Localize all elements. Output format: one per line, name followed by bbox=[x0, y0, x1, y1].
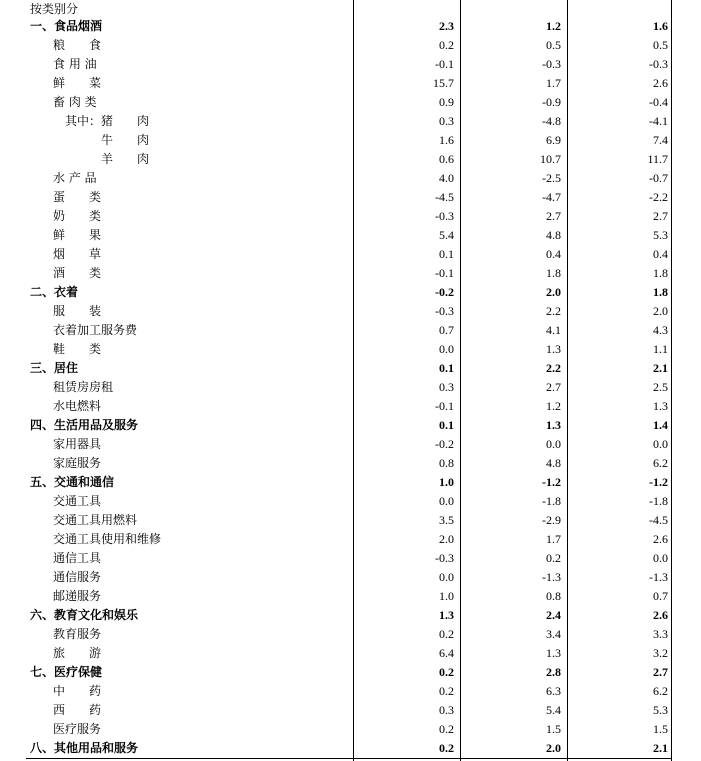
row-label: 家用器具 bbox=[53, 437, 102, 451]
value-cell-3: 5.3 bbox=[653, 703, 668, 717]
value-cell-3: 1.3 bbox=[653, 399, 668, 413]
value-cell-1: -0.3 bbox=[435, 209, 454, 223]
value-cell-2: 5.4 bbox=[546, 703, 561, 717]
value-cell-1: 0.0 bbox=[439, 570, 454, 584]
value-cell-2: 2.7 bbox=[546, 209, 561, 223]
value-cell-2: 2.7 bbox=[546, 380, 561, 394]
row-label: 蛋 类 bbox=[53, 190, 102, 204]
value-cell-1: -0.2 bbox=[435, 437, 454, 451]
value-cell-3: 0.0 bbox=[653, 551, 668, 565]
row-label: 牛 肉 bbox=[101, 133, 150, 147]
value-cell-2: 1.3 bbox=[546, 646, 561, 660]
row-label: 八、其他用品和服务 bbox=[30, 741, 139, 755]
row-label: 水电燃料 bbox=[53, 399, 102, 413]
value-cell-1: 0.2 bbox=[439, 38, 454, 52]
value-cell-2: 2.0 bbox=[546, 285, 561, 299]
value-cell-3: -1.2 bbox=[649, 475, 668, 489]
row-label: 水 产 品 bbox=[53, 171, 97, 185]
value-cell-2: 0.2 bbox=[546, 551, 561, 565]
category-row bbox=[0, 739, 701, 758]
value-cell-2: 0.5 bbox=[546, 38, 561, 52]
row-label: 奶 类 bbox=[53, 209, 102, 223]
value-cell-1: 0.2 bbox=[439, 665, 454, 679]
value-cell-3: 6.2 bbox=[653, 684, 668, 698]
value-cell-1: 0.3 bbox=[439, 703, 454, 717]
value-cell-1: 0.3 bbox=[439, 114, 454, 128]
row-label: 西 药 bbox=[53, 703, 102, 717]
value-cell-2: -0.9 bbox=[542, 95, 561, 109]
subcategory-row bbox=[0, 435, 701, 454]
value-cell-2: 1.3 bbox=[546, 418, 561, 432]
subcategory-row bbox=[0, 454, 701, 473]
value-cell-1: 0.2 bbox=[439, 627, 454, 641]
subcategory-row bbox=[0, 150, 701, 169]
value-cell-3: 1.8 bbox=[653, 285, 668, 299]
row-label: 家庭服务 bbox=[53, 456, 102, 470]
value-cell-2: 1.3 bbox=[546, 342, 561, 356]
value-cell-1: -0.1 bbox=[435, 266, 454, 280]
value-cell-1: 0.2 bbox=[439, 684, 454, 698]
value-cell-3: 7.4 bbox=[653, 133, 668, 147]
value-cell-1: 0.7 bbox=[439, 323, 454, 337]
subcategory-row bbox=[0, 378, 701, 397]
value-cell-2: -4.8 bbox=[542, 114, 561, 128]
subcategory-row bbox=[0, 55, 701, 74]
subcategory-row bbox=[0, 530, 701, 549]
value-cell-3: 1.8 bbox=[653, 266, 668, 280]
row-label: 三、居住 bbox=[30, 361, 79, 375]
value-cell-1: 15.7 bbox=[433, 76, 454, 90]
subcategory-row bbox=[0, 207, 701, 226]
value-cell-2: 1.8 bbox=[546, 266, 561, 280]
value-cell-1: 0.0 bbox=[439, 494, 454, 508]
value-cell-1: 1.0 bbox=[439, 589, 454, 603]
value-cell-1: 0.1 bbox=[439, 247, 454, 261]
value-cell-2: 2.4 bbox=[546, 608, 561, 622]
value-cell-1: 3.5 bbox=[439, 513, 454, 527]
value-cell-3: 2.6 bbox=[653, 532, 668, 546]
category-row bbox=[0, 663, 701, 682]
subcategory-row bbox=[0, 625, 701, 644]
value-cell-1: 0.1 bbox=[439, 418, 454, 432]
category-row bbox=[0, 359, 701, 378]
category-row bbox=[0, 473, 701, 492]
value-cell-2: 4.8 bbox=[546, 456, 561, 470]
value-cell-2: 2.2 bbox=[546, 304, 561, 318]
subcategory-row bbox=[0, 188, 701, 207]
value-cell-3: 2.7 bbox=[653, 665, 668, 679]
value-cell-2: 1.7 bbox=[546, 532, 561, 546]
value-cell-2: 2.8 bbox=[546, 665, 561, 679]
value-cell-1: -0.3 bbox=[435, 304, 454, 318]
category-row bbox=[0, 283, 701, 302]
category-row bbox=[0, 606, 701, 625]
row-label: 租赁房房租 bbox=[53, 380, 114, 394]
value-cell-2: -1.2 bbox=[542, 475, 561, 489]
row-label: 四、生活用品及服务 bbox=[30, 418, 139, 432]
value-cell-3: -0.7 bbox=[649, 171, 668, 185]
value-cell-1: 2.3 bbox=[439, 19, 454, 33]
value-cell-3: 3.3 bbox=[653, 627, 668, 641]
row-label: 教育服务 bbox=[53, 627, 102, 641]
row-label: 鞋 类 bbox=[53, 342, 102, 356]
value-cell-2: 1.7 bbox=[546, 76, 561, 90]
value-cell-3: 4.3 bbox=[653, 323, 668, 337]
value-cell-3: 1.6 bbox=[653, 19, 668, 33]
value-cell-3: -1.8 bbox=[649, 494, 668, 508]
value-cell-3: 2.1 bbox=[653, 361, 668, 375]
row-label: 五、交通和通信 bbox=[30, 475, 115, 489]
subcategory-row bbox=[0, 321, 701, 340]
value-cell-1: 4.0 bbox=[439, 171, 454, 185]
row-label: 二、衣着 bbox=[30, 285, 79, 299]
value-cell-1: 0.3 bbox=[439, 380, 454, 394]
value-cell-1: -0.2 bbox=[435, 285, 454, 299]
row-label: 通信服务 bbox=[53, 570, 102, 584]
value-cell-3: 2.6 bbox=[653, 76, 668, 90]
row-label: 旅 游 bbox=[53, 646, 102, 660]
value-cell-2: 1.2 bbox=[546, 19, 561, 33]
value-cell-1: -0.1 bbox=[435, 57, 454, 71]
value-cell-2: 1.5 bbox=[546, 722, 561, 736]
row-label: 交通工具用燃料 bbox=[53, 513, 138, 527]
value-cell-1: 0.1 bbox=[439, 361, 454, 375]
value-cell-1: 5.4 bbox=[439, 228, 454, 242]
subcategory-row bbox=[0, 302, 701, 321]
row-label: 粮 食 bbox=[53, 38, 102, 52]
value-cell-3: -1.3 bbox=[649, 570, 668, 584]
row-label: 衣着加工服务费 bbox=[53, 323, 138, 337]
row-label: 羊 肉 bbox=[101, 152, 150, 166]
value-cell-1: -4.5 bbox=[435, 190, 454, 204]
subcategory-row bbox=[0, 511, 701, 530]
value-cell-1: 1.6 bbox=[439, 133, 454, 147]
category-row bbox=[0, 416, 701, 435]
row-label: 鲜 菜 bbox=[53, 76, 102, 90]
subcategory-row bbox=[0, 720, 701, 739]
subcategory-row bbox=[0, 682, 701, 701]
value-cell-2: 1.2 bbox=[546, 399, 561, 413]
row-label: 交通工具 bbox=[53, 494, 102, 508]
row-label: 食 用 油 bbox=[53, 57, 97, 71]
value-cell-3: 1.5 bbox=[653, 722, 668, 736]
value-cell-3: 1.1 bbox=[653, 342, 668, 356]
row-label: 烟 草 bbox=[53, 247, 102, 261]
value-cell-3: 2.7 bbox=[653, 209, 668, 223]
row-label: 一、食品烟酒 bbox=[30, 19, 103, 33]
value-cell-1: 1.0 bbox=[439, 475, 454, 489]
value-cell-2: -1.3 bbox=[542, 570, 561, 584]
subcategory-row bbox=[0, 112, 701, 131]
row-label: 鲜 果 bbox=[53, 228, 102, 242]
row-label: 六、教育文化和娱乐 bbox=[30, 608, 139, 622]
subcategory-row bbox=[0, 36, 701, 55]
subcategory-row bbox=[0, 264, 701, 283]
subcategory-row bbox=[0, 549, 701, 568]
subcategory-row bbox=[0, 701, 701, 720]
value-cell-2: 4.8 bbox=[546, 228, 561, 242]
value-cell-2: -2.5 bbox=[542, 171, 561, 185]
subcategory-row bbox=[0, 587, 701, 606]
value-cell-2: -0.3 bbox=[542, 57, 561, 71]
value-cell-3: -0.3 bbox=[649, 57, 668, 71]
subcategory-row bbox=[0, 397, 701, 416]
value-cell-3: 0.5 bbox=[653, 38, 668, 52]
category-row bbox=[0, 17, 701, 36]
value-cell-2: -1.8 bbox=[542, 494, 561, 508]
value-cell-2: -2.9 bbox=[542, 513, 561, 527]
value-cell-3: 2.5 bbox=[653, 380, 668, 394]
row-label: 七、医疗保健 bbox=[30, 665, 103, 679]
value-cell-2: -4.7 bbox=[542, 190, 561, 204]
value-cell-3: 0.4 bbox=[653, 247, 668, 261]
row-label: 医疗服务 bbox=[53, 722, 102, 736]
value-cell-1: 6.4 bbox=[439, 646, 454, 660]
value-cell-1: 2.0 bbox=[439, 532, 454, 546]
value-cell-3: 3.2 bbox=[653, 646, 668, 660]
value-cell-3: 5.3 bbox=[653, 228, 668, 242]
value-cell-2: 0.4 bbox=[546, 247, 561, 261]
value-cell-3: 0.0 bbox=[653, 437, 668, 451]
row-label: 畜 肉 类 bbox=[53, 95, 97, 109]
value-cell-1: -0.3 bbox=[435, 551, 454, 565]
value-cell-3: 2.1 bbox=[653, 741, 668, 755]
subcategory-row bbox=[0, 226, 701, 245]
subcategory-row bbox=[0, 644, 701, 663]
subcategory-row bbox=[0, 492, 701, 511]
value-cell-1: 0.0 bbox=[439, 342, 454, 356]
value-cell-1: 0.2 bbox=[439, 722, 454, 736]
row-label: 交通工具使用和维修 bbox=[53, 532, 162, 546]
row-label: 服 装 bbox=[53, 304, 102, 318]
value-cell-1: 1.3 bbox=[439, 608, 454, 622]
subcategory-row bbox=[0, 245, 701, 264]
value-cell-2: 2.2 bbox=[546, 361, 561, 375]
value-cell-2: 0.0 bbox=[546, 437, 561, 451]
row-label: 中 药 bbox=[53, 684, 102, 698]
value-cell-3: -4.1 bbox=[649, 114, 668, 128]
value-cell-3: 1.4 bbox=[653, 418, 668, 432]
value-cell-2: 10.7 bbox=[540, 152, 561, 166]
row-label: 通信工具 bbox=[53, 551, 102, 565]
subcategory-row bbox=[0, 131, 701, 150]
row-label: 其中：猪 肉 bbox=[65, 114, 150, 128]
value-cell-2: 0.8 bbox=[546, 589, 561, 603]
value-cell-1: -0.1 bbox=[435, 399, 454, 413]
subcategory-row bbox=[0, 340, 701, 359]
value-cell-3: 11.7 bbox=[647, 152, 668, 166]
value-cell-1: 0.9 bbox=[439, 95, 454, 109]
value-cell-2: 2.0 bbox=[546, 741, 561, 755]
table-caption: 按类别分 bbox=[30, 2, 79, 16]
value-cell-1: 0.6 bbox=[439, 152, 454, 166]
subcategory-row bbox=[0, 93, 701, 112]
value-cell-3: 6.2 bbox=[653, 456, 668, 470]
value-cell-3: -4.5 bbox=[649, 513, 668, 527]
value-cell-3: 0.7 bbox=[653, 589, 668, 603]
value-cell-3: -0.4 bbox=[649, 95, 668, 109]
value-cell-2: 4.1 bbox=[546, 323, 561, 337]
subcategory-row bbox=[0, 169, 701, 188]
row-label: 酒 类 bbox=[53, 266, 102, 280]
value-cell-3: 2.6 bbox=[653, 608, 668, 622]
table-bottom-border bbox=[26, 758, 671, 759]
value-cell-1: 0.8 bbox=[439, 456, 454, 470]
value-cell-3: -2.2 bbox=[649, 190, 668, 204]
subcategory-row bbox=[0, 568, 701, 587]
value-cell-2: 6.3 bbox=[546, 684, 561, 698]
value-cell-2: 6.9 bbox=[546, 133, 561, 147]
value-cell-1: 0.2 bbox=[439, 741, 454, 755]
row-label: 邮递服务 bbox=[53, 589, 102, 603]
value-cell-3: 2.0 bbox=[653, 304, 668, 318]
subcategory-row bbox=[0, 74, 701, 93]
value-cell-2: 3.4 bbox=[546, 627, 561, 641]
